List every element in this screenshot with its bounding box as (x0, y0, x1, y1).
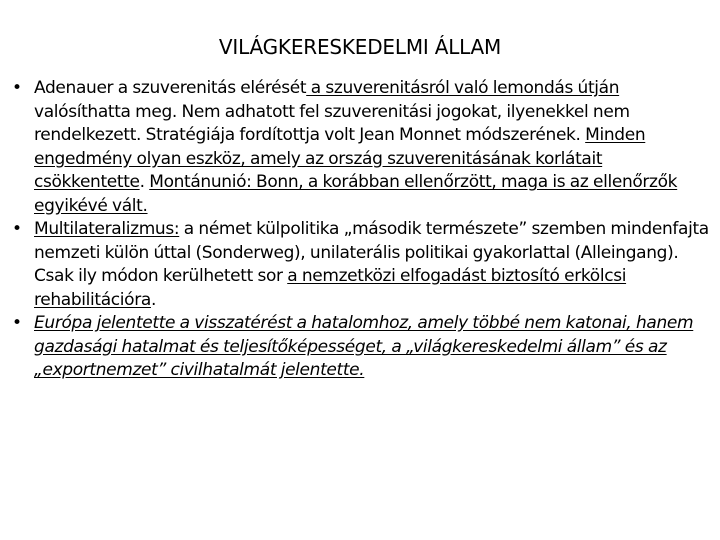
bullet-text (34, 78, 677, 216)
bullet-list (12, 77, 712, 383)
bullet-segment: . (139, 172, 150, 192)
bullet-item (12, 77, 712, 218)
bullet-segment: a szuverenitásról való lemondás útján (306, 78, 620, 98)
bullet-icon: • (12, 313, 22, 333)
bullet-segment: valósíthatta meg. Nem adhatott fel szuverenitási jogokat, ilyenekkel nem rendelkezett. Stratégiája fordítottja volt Jean Monnet módszerének. (34, 101, 630, 145)
bullet-icon: • (12, 219, 22, 239)
bullet-segment: Multilateralizmus: (34, 219, 180, 239)
bullet-segment: Minden engedmény olyan eszköz, amely az ország szuverenitásának korlátait csökkentette (34, 125, 646, 192)
bullet-segment: a német külpolitika „második természete” szemben mindenfajta nemzeti külön úttal (Sonderweg), unilaterális politikai gyakorlattal (Alleingang). Csak ily módon kerülhetett sor (34, 219, 709, 286)
bullet-segment: a nemzetközi elfogadást biztosító erkölcsi rehabilitációra (34, 266, 627, 310)
bullet-item (12, 312, 712, 383)
bullet-segment: Európa jelentette a visszatérést a hatalomhoz, amely többé nem katonai, hanem gazdasági hatalmat és teljesítőképességet, a „világkereskedelmi állam” és az „exportnemzet” civilhatalmát jelentette. (34, 313, 694, 380)
bullet-segment: Montánunió: Bonn, a korábban ellenőrzött, maga is az ellenőrzők egyikévé vált. (34, 172, 678, 216)
bullet-icon: • (12, 78, 22, 98)
bullet-text (34, 219, 709, 310)
bullet-item (12, 218, 712, 312)
bullet-segment: . (150, 289, 157, 310)
bullet-segment: Adenauer a szuverenitás elérését (34, 78, 307, 98)
slide-title: VILÁGKERESKEDELMI ÁLLAM (218, 35, 502, 59)
bullet-text (34, 313, 693, 380)
